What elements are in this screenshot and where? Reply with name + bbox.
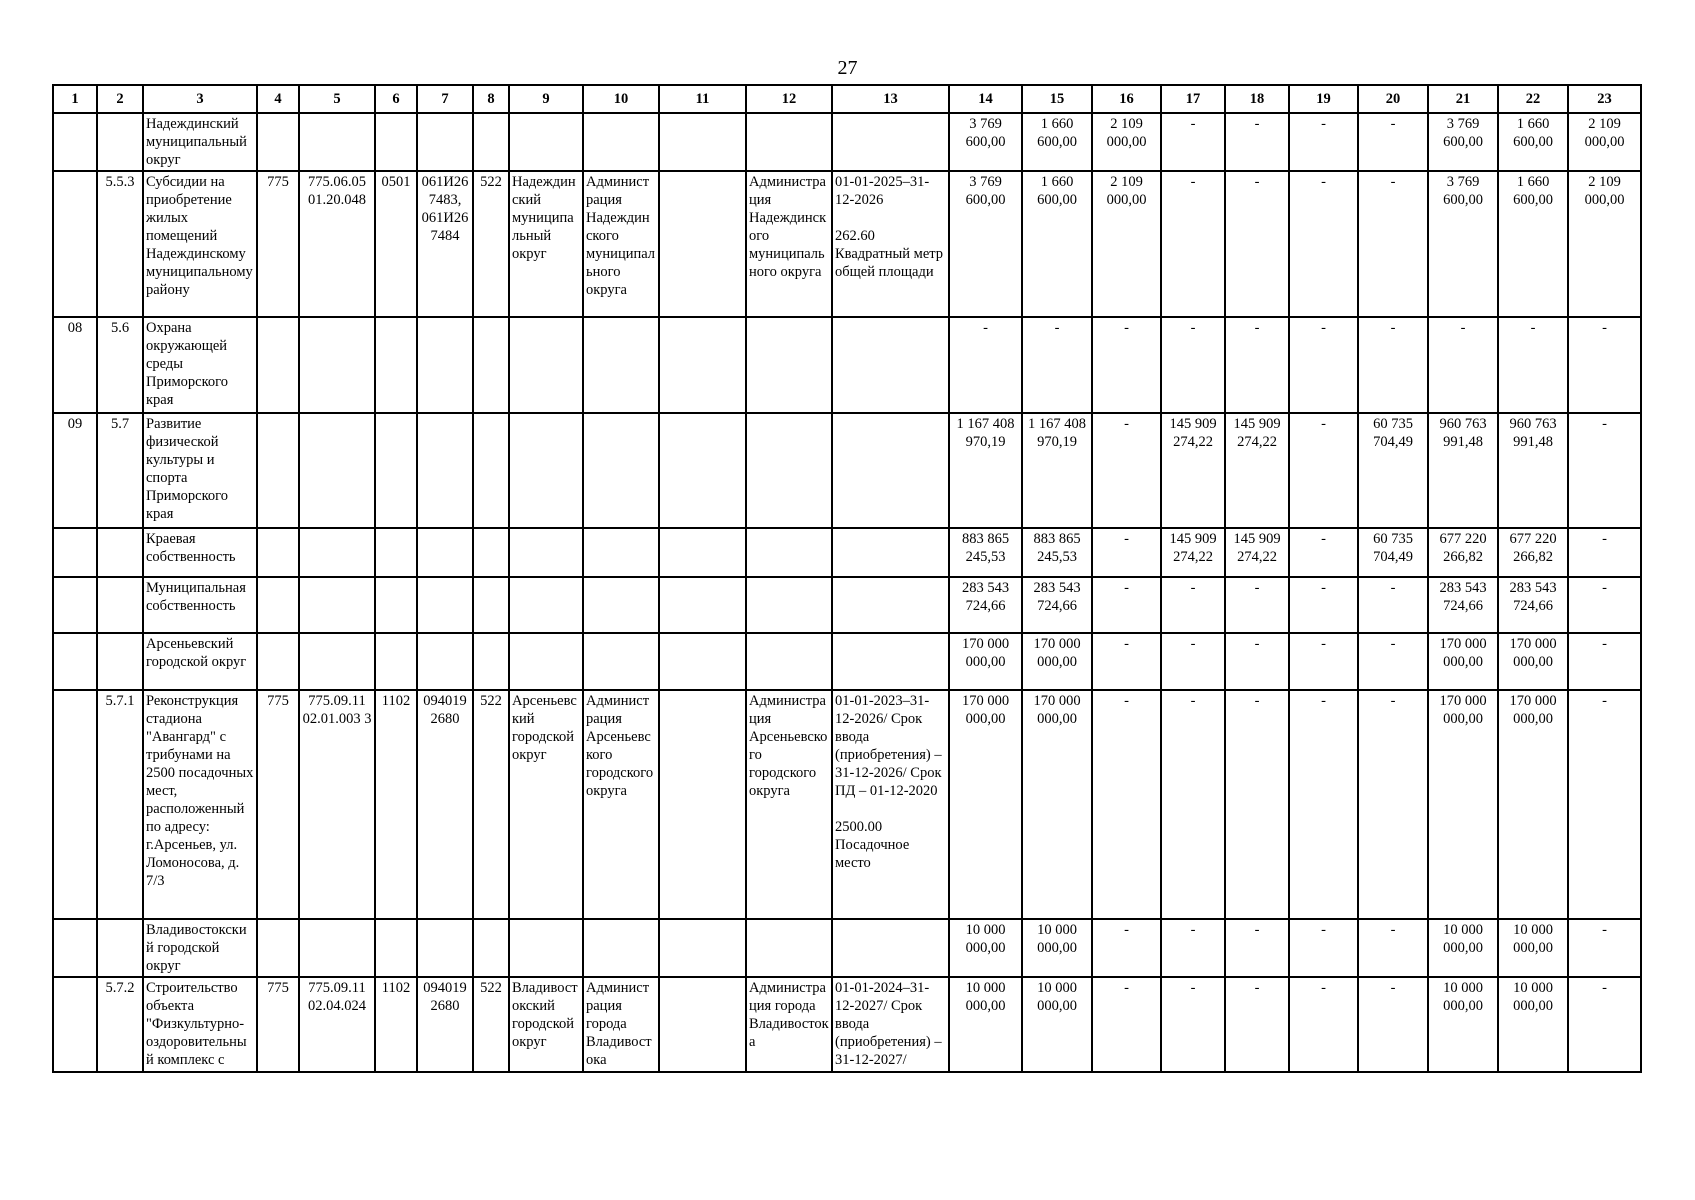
table-cell — [417, 413, 473, 528]
table-cell: 3 769 600,00 — [1428, 113, 1498, 171]
table-cell — [746, 633, 832, 690]
table-cell: - — [1358, 690, 1428, 919]
column-header-23: 23 — [1568, 85, 1641, 113]
table-cell — [746, 413, 832, 528]
table-row — [53, 413, 1641, 528]
table-cell — [299, 413, 375, 528]
table-cell: 170 000 000,00 — [949, 633, 1022, 690]
table-cell: 061И26 7483, 061И26 7484 — [417, 171, 473, 317]
table-cell — [509, 413, 583, 528]
table-cell: - — [1225, 690, 1289, 919]
table-cell — [375, 528, 417, 577]
table-row — [53, 690, 1641, 919]
column-header-9: 9 — [509, 85, 583, 113]
column-header-5: 5 — [299, 85, 375, 113]
table-cell: 522 — [473, 690, 509, 919]
table-cell: 145 909 274,22 — [1161, 413, 1225, 528]
table-cell: 1 660 600,00 — [1022, 113, 1092, 171]
table-row — [53, 977, 1641, 1072]
table-cell: 5.5.3 — [97, 171, 143, 317]
table-cell: 775.09.11 02.04.024 — [299, 977, 375, 1072]
table-cell: 775 — [257, 977, 299, 1072]
column-header-15: 15 — [1022, 85, 1092, 113]
table-cell: Надеждинский муниципальный округ — [509, 171, 583, 317]
table-cell — [746, 577, 832, 633]
table-cell: - — [1161, 919, 1225, 977]
table-cell — [53, 113, 97, 171]
table-cell — [299, 528, 375, 577]
table-cell: Строительство объекта "Физкультурно-оздоровительный комплекс с — [143, 977, 257, 1072]
table-cell — [746, 113, 832, 171]
table-cell: - — [1161, 977, 1225, 1072]
table-cell: 170 000 000,00 — [949, 690, 1022, 919]
table-cell: 145 909 274,22 — [1225, 528, 1289, 577]
table-cell — [583, 528, 659, 577]
table-cell: - — [1225, 977, 1289, 1072]
table-cell: - — [1568, 633, 1641, 690]
table-row — [53, 528, 1641, 577]
table-cell — [375, 633, 417, 690]
column-header-14: 14 — [949, 85, 1022, 113]
table-cell — [659, 690, 746, 919]
financing-table — [52, 84, 1642, 1073]
column-header-21: 21 — [1428, 85, 1498, 113]
table-cell: 2 109 000,00 — [1568, 113, 1641, 171]
table-cell — [417, 528, 473, 577]
table-cell — [97, 528, 143, 577]
column-header-19: 19 — [1289, 85, 1358, 113]
table-cell: - — [1161, 317, 1225, 413]
table-cell: 094019 2680 — [417, 977, 473, 1072]
table-cell: - — [1092, 528, 1161, 577]
table-row — [53, 633, 1641, 690]
table-cell: Администрация Надеждинского муниципального округа — [746, 171, 832, 317]
table-cell: 170 000 000,00 — [1428, 633, 1498, 690]
table-cell — [375, 413, 417, 528]
table-cell — [509, 317, 583, 413]
table-cell: - — [1568, 919, 1641, 977]
table-cell: - — [1161, 171, 1225, 317]
table-cell — [257, 633, 299, 690]
table-cell — [583, 919, 659, 977]
column-header-22: 22 — [1498, 85, 1568, 113]
table-cell — [509, 919, 583, 977]
table-cell — [832, 919, 949, 977]
table-cell: - — [1568, 413, 1641, 528]
table-cell: 1 660 600,00 — [1498, 171, 1568, 317]
table-cell — [97, 919, 143, 977]
table-cell: 01-01-2025–31-12-2026 262.60 Квадратный метр общей площади — [832, 171, 949, 317]
table-cell: - — [1568, 977, 1641, 1072]
table-cell: Администрация города Владивостока — [583, 977, 659, 1072]
table-cell — [299, 633, 375, 690]
table-cell: 677 220 266,82 — [1498, 528, 1568, 577]
column-header-17: 17 — [1161, 85, 1225, 113]
table-cell: - — [1358, 977, 1428, 1072]
table-cell: 1 660 600,00 — [1022, 171, 1092, 317]
header-row — [53, 85, 1641, 113]
table-cell — [53, 577, 97, 633]
table-cell: 10 000 000,00 — [1428, 977, 1498, 1072]
table-cell: - — [1289, 919, 1358, 977]
table-cell: 5.7 — [97, 413, 143, 528]
table-cell: Арсеньевский городской округ — [509, 690, 583, 919]
table-cell — [509, 113, 583, 171]
table-cell — [53, 690, 97, 919]
table-cell — [659, 317, 746, 413]
table-cell — [53, 528, 97, 577]
table-row — [53, 317, 1641, 413]
table-cell: 2 109 000,00 — [1568, 171, 1641, 317]
table-cell: 2 109 000,00 — [1092, 113, 1161, 171]
table-cell — [257, 113, 299, 171]
table-cell — [473, 413, 509, 528]
table-row — [53, 577, 1641, 633]
table-cell — [583, 577, 659, 633]
table-cell: - — [949, 317, 1022, 413]
table-cell — [473, 633, 509, 690]
table-cell: 10 000 000,00 — [1022, 977, 1092, 1072]
table-cell: 09 — [53, 413, 97, 528]
table-cell — [473, 528, 509, 577]
table-cell — [97, 113, 143, 171]
table-cell — [375, 113, 417, 171]
table-cell: 094019 2680 — [417, 690, 473, 919]
table-cell: - — [1225, 919, 1289, 977]
table-cell — [659, 977, 746, 1072]
table-cell: 0501 — [375, 171, 417, 317]
table-cell — [583, 633, 659, 690]
table-cell: 283 543 724,66 — [1428, 577, 1498, 633]
column-header-6: 6 — [375, 85, 417, 113]
table-cell: 1 167 408 970,19 — [949, 413, 1022, 528]
table-cell: 960 763 991,48 — [1498, 413, 1568, 528]
table-cell — [832, 577, 949, 633]
table-cell: Развитие физической культуры и спорта Приморского края — [143, 413, 257, 528]
table-cell — [257, 317, 299, 413]
table-cell: - — [1161, 577, 1225, 633]
table-body — [53, 113, 1641, 1072]
column-header-10: 10 — [583, 85, 659, 113]
table-cell — [659, 633, 746, 690]
table-cell — [832, 113, 949, 171]
column-header-16: 16 — [1092, 85, 1161, 113]
table-cell: - — [1568, 690, 1641, 919]
table-cell: 883 865 245,53 — [949, 528, 1022, 577]
table-cell: - — [1289, 413, 1358, 528]
table-cell: 01-01-2024–31-12-2027/ Срок ввода (приобретения) – 31-12-2027/ — [832, 977, 949, 1072]
table-cell: 10 000 000,00 — [1498, 919, 1568, 977]
table-cell — [299, 113, 375, 171]
table-cell: 1 660 600,00 — [1498, 113, 1568, 171]
table-cell — [417, 577, 473, 633]
table-cell: 283 543 724,66 — [1022, 577, 1092, 633]
table-cell: 170 000 000,00 — [1022, 690, 1092, 919]
table-cell: 883 865 245,53 — [1022, 528, 1092, 577]
table-cell: 1102 — [375, 690, 417, 919]
table-cell: - — [1225, 113, 1289, 171]
table-cell: - — [1022, 317, 1092, 413]
table-cell: - — [1289, 528, 1358, 577]
table-cell: 1 167 408 970,19 — [1022, 413, 1092, 528]
table-cell — [299, 317, 375, 413]
table-cell: - — [1358, 171, 1428, 317]
table-cell: - — [1289, 113, 1358, 171]
column-header-2: 2 — [97, 85, 143, 113]
table-cell — [417, 113, 473, 171]
table-cell: 170 000 000,00 — [1022, 633, 1092, 690]
table-cell — [583, 413, 659, 528]
table-cell: 775 — [257, 171, 299, 317]
table-cell — [473, 317, 509, 413]
table-cell — [659, 413, 746, 528]
table-cell — [509, 577, 583, 633]
table-cell: - — [1568, 528, 1641, 577]
table-cell: - — [1358, 919, 1428, 977]
table-cell: Субсидии на приобретение жилых помещений Надеждинскому муниципальному району — [143, 171, 257, 317]
table-cell: - — [1161, 633, 1225, 690]
table-cell — [583, 317, 659, 413]
table-cell — [473, 113, 509, 171]
table-cell — [97, 633, 143, 690]
column-header-1: 1 — [53, 85, 97, 113]
table-cell: - — [1289, 690, 1358, 919]
table-cell: 1102 — [375, 977, 417, 1072]
table-cell: - — [1092, 690, 1161, 919]
table-cell: 960 763 991,48 — [1428, 413, 1498, 528]
table-cell — [832, 633, 949, 690]
table-cell: 5.7.1 — [97, 690, 143, 919]
table-cell — [659, 577, 746, 633]
table-cell: Охрана окружающей среды Приморского края — [143, 317, 257, 413]
table-cell: 283 543 724,66 — [1498, 577, 1568, 633]
table-cell — [97, 577, 143, 633]
table-cell — [417, 919, 473, 977]
column-header-13: 13 — [832, 85, 949, 113]
table-row — [53, 919, 1641, 977]
table-cell: 08 — [53, 317, 97, 413]
table-cell: - — [1225, 633, 1289, 690]
column-header-11: 11 — [659, 85, 746, 113]
table-cell: 522 — [473, 171, 509, 317]
table-cell: Надеждинский муниципальный округ — [143, 113, 257, 171]
table-cell: - — [1092, 919, 1161, 977]
table-cell: - — [1289, 171, 1358, 317]
table-cell: - — [1092, 317, 1161, 413]
table-cell: 283 543 724,66 — [949, 577, 1022, 633]
table-cell: - — [1289, 317, 1358, 413]
table-cell: - — [1568, 577, 1641, 633]
table-cell: 3 769 600,00 — [949, 113, 1022, 171]
table-cell: Реконструкция стадиона "Авангард" с трибунами на 2500 посадочных мест, расположенный по адресу: г.Арсеньев, ул. Ломоносова, д. 7/3 — [143, 690, 257, 919]
table-cell — [257, 413, 299, 528]
table-cell: - — [1092, 633, 1161, 690]
table-cell: - — [1225, 171, 1289, 317]
table-cell — [53, 633, 97, 690]
table-cell — [53, 977, 97, 1072]
table-cell — [659, 171, 746, 317]
table-cell: 10 000 000,00 — [1428, 919, 1498, 977]
column-header-8: 8 — [473, 85, 509, 113]
table-cell: - — [1225, 577, 1289, 633]
table-cell: - — [1358, 113, 1428, 171]
table-cell — [832, 413, 949, 528]
table-cell: - — [1289, 577, 1358, 633]
column-header-20: 20 — [1358, 85, 1428, 113]
table-cell: 775 — [257, 690, 299, 919]
table-cell — [417, 633, 473, 690]
page-number: 27 — [837, 57, 858, 79]
table-cell — [509, 633, 583, 690]
table-cell — [257, 919, 299, 977]
table-cell: 5.6 — [97, 317, 143, 413]
table-cell: 10 000 000,00 — [949, 919, 1022, 977]
column-header-7: 7 — [417, 85, 473, 113]
table-cell: 60 735 704,49 — [1358, 528, 1428, 577]
column-header-3: 3 — [143, 85, 257, 113]
table-cell — [257, 528, 299, 577]
table-cell — [746, 317, 832, 413]
table-cell: 170 000 000,00 — [1428, 690, 1498, 919]
table-cell — [417, 317, 473, 413]
table-cell: 170 000 000,00 — [1498, 633, 1568, 690]
table-cell — [509, 528, 583, 577]
table-cell — [375, 317, 417, 413]
table-cell — [659, 919, 746, 977]
table-cell — [746, 528, 832, 577]
table-cell: - — [1358, 633, 1428, 690]
table-cell: 10 000 000,00 — [949, 977, 1022, 1072]
table-row — [53, 171, 1641, 317]
table-cell: - — [1092, 413, 1161, 528]
table-cell: Администрация Надеждинского муниципального округа — [583, 171, 659, 317]
table-cell: 775.06.05 01.20.048 — [299, 171, 375, 317]
table-row — [53, 113, 1641, 171]
table-cell: - — [1289, 633, 1358, 690]
table-cell — [375, 577, 417, 633]
table-cell — [53, 919, 97, 977]
table-cell: Арсеньевский городской округ — [143, 633, 257, 690]
table-cell — [832, 528, 949, 577]
table-cell — [473, 577, 509, 633]
table-cell: - — [1568, 317, 1641, 413]
table-cell: - — [1428, 317, 1498, 413]
table-cell: - — [1358, 317, 1428, 413]
table-cell: 3 769 600,00 — [949, 171, 1022, 317]
table-cell — [299, 919, 375, 977]
table-cell: Краевая собственность — [143, 528, 257, 577]
table-cell: - — [1225, 317, 1289, 413]
table-cell — [375, 919, 417, 977]
table-cell: 522 — [473, 977, 509, 1072]
table-cell — [53, 171, 97, 317]
table-cell — [659, 113, 746, 171]
table-cell: 145 909 274,22 — [1161, 528, 1225, 577]
table-cell: Администрация города Владивостока — [746, 977, 832, 1072]
table-cell: Владивостокский городской округ — [509, 977, 583, 1072]
table-cell: - — [1358, 577, 1428, 633]
table-cell: 01-01-2023–31-12-2026/ Срок ввода (приобретения) – 31-12-2026/ Срок ПД – 01-12-2020 2500.00 Посадочное место — [832, 690, 949, 919]
column-header-4: 4 — [257, 85, 299, 113]
table-cell: - — [1498, 317, 1568, 413]
table-cell: 5.7.2 — [97, 977, 143, 1072]
table-cell: 60 735 704,49 — [1358, 413, 1428, 528]
table-cell: - — [1092, 577, 1161, 633]
table-cell: Муниципальная собственность — [143, 577, 257, 633]
table-cell — [299, 577, 375, 633]
table-cell — [659, 528, 746, 577]
table-cell: Администрация Арсеньевского городского округа — [583, 690, 659, 919]
table-cell: 677 220 266,82 — [1428, 528, 1498, 577]
table-cell: 775.09.11 02.01.003 3 — [299, 690, 375, 919]
table-cell: - — [1161, 690, 1225, 919]
table-cell: 3 769 600,00 — [1428, 171, 1498, 317]
table-cell — [473, 919, 509, 977]
table-cell: 10 000 000,00 — [1022, 919, 1092, 977]
table-cell: 10 000 000,00 — [1498, 977, 1568, 1072]
table-cell — [257, 577, 299, 633]
column-header-12: 12 — [746, 85, 832, 113]
table-cell: Администрация Арсеньевского городского округа — [746, 690, 832, 919]
table-cell — [746, 919, 832, 977]
table-cell: 2 109 000,00 — [1092, 171, 1161, 317]
table-cell: - — [1289, 977, 1358, 1072]
table-cell — [832, 317, 949, 413]
table-cell: 170 000 000,00 — [1498, 690, 1568, 919]
table-cell: 145 909 274,22 — [1225, 413, 1289, 528]
column-header-18: 18 — [1225, 85, 1289, 113]
table-cell: - — [1161, 113, 1225, 171]
table-cell: - — [1092, 977, 1161, 1072]
table-cell: Владивостокский городской округ — [143, 919, 257, 977]
table-cell — [583, 113, 659, 171]
